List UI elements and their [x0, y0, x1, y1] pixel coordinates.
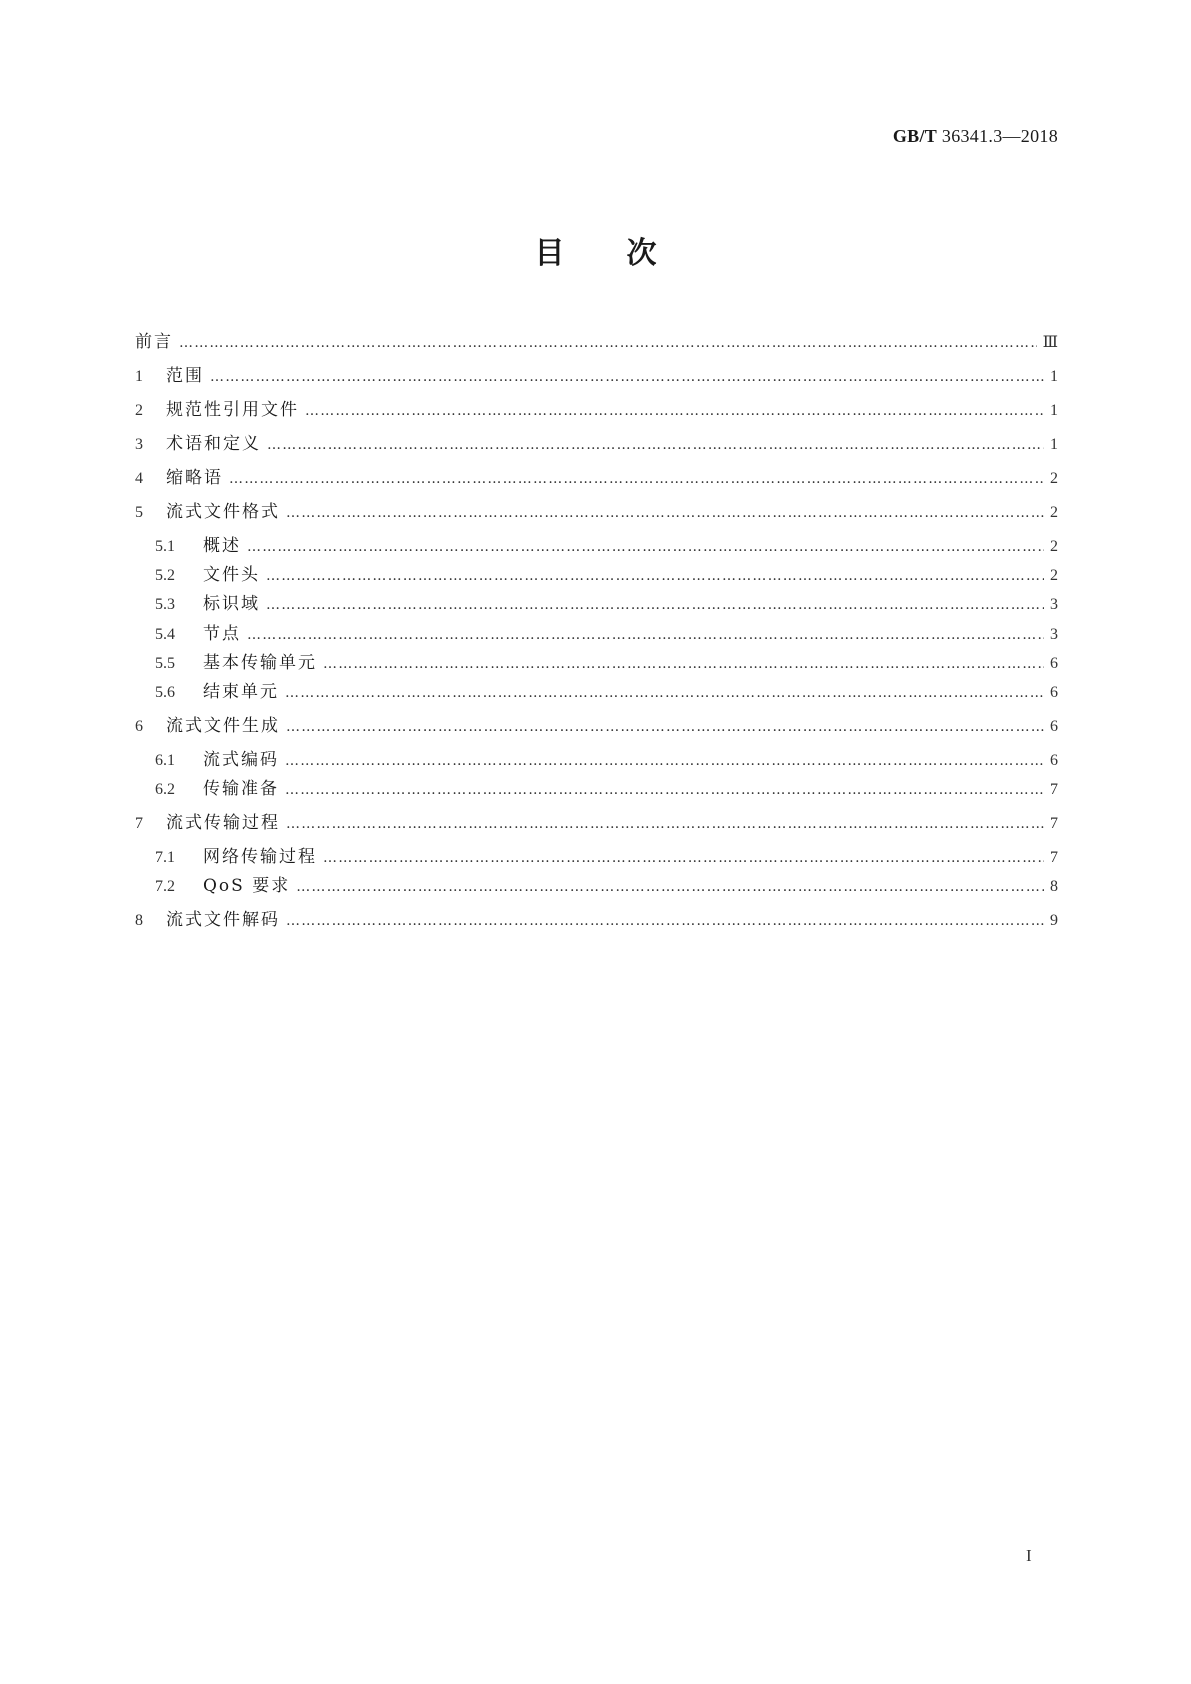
toc-entry-label: 概述 [203, 536, 241, 556]
toc-entry-number: 3 [135, 436, 143, 453]
toc-entry-number: 5.1 [155, 538, 175, 555]
toc-entry-number: 5.4 [155, 626, 175, 643]
toc-entry-label: 规范性引用文件 [166, 400, 299, 420]
toc-entry-page: 2 [1050, 567, 1058, 584]
toc-entry-label: 文件头 [203, 565, 260, 585]
toc-entry-5-5[interactable] [155, 652, 1058, 675]
toc-entry-7[interactable] [135, 812, 1058, 835]
toc-entry-number: 6.2 [155, 781, 175, 798]
toc-entry-number: 5.5 [155, 655, 175, 672]
toc-entry-6[interactable] [135, 715, 1058, 738]
toc-entry-label: 流式文件格式 [166, 502, 280, 522]
toc-entry-number: 8 [135, 912, 143, 929]
toc-entry-6-2[interactable] [155, 778, 1058, 801]
toc-entry-6-1[interactable] [155, 749, 1058, 772]
dot-leader [286, 910, 1044, 932]
toc-entry-page: 2 [1050, 470, 1058, 487]
page-number: I [1026, 1546, 1032, 1565]
toc-entry-5-6[interactable] [155, 681, 1058, 704]
toc-entry-label: 流式文件生成 [166, 716, 280, 736]
toc-entry-5-2[interactable] [155, 564, 1058, 587]
toc-entry-label: 标识域 [203, 594, 260, 614]
toc-entry-label: 缩略语 [166, 468, 223, 488]
dot-leader [286, 813, 1044, 835]
toc-entry-foreword[interactable] [135, 331, 1058, 354]
toc-entry-label: 结束单元 [203, 682, 279, 702]
toc-entry-5[interactable] [135, 501, 1058, 524]
toc-entry-7-1[interactable] [155, 846, 1058, 869]
dot-leader [229, 468, 1044, 490]
toc-entry-page: 7 [1050, 849, 1058, 866]
toc-entry-page: 2 [1050, 504, 1058, 521]
toc-entry-number: 5.6 [155, 684, 175, 701]
toc-entry-8[interactable] [135, 909, 1058, 932]
toc-entry-page: 3 [1050, 626, 1058, 643]
toc-entry-label: 基本传输单元 [203, 653, 317, 673]
toc-entry-page: 1 [1050, 402, 1058, 419]
toc-entry-number: 1 [135, 368, 143, 385]
toc-entry-label: QoS 要求 [203, 876, 291, 896]
toc-entry-page: 8 [1050, 878, 1058, 895]
toc-entry-5-4[interactable] [155, 623, 1058, 646]
dot-leader [179, 332, 1037, 354]
toc-entry-label: 术语和定义 [166, 434, 261, 454]
dot-leader [267, 434, 1044, 456]
standard-code [893, 126, 1058, 147]
dot-leader [305, 400, 1044, 422]
dot-leader [247, 536, 1044, 558]
toc-entry-number: 6 [135, 718, 143, 735]
toc-entry-label: 范围 [166, 366, 204, 386]
toc-entry-page: 7 [1050, 815, 1058, 832]
toc-entry-label: 节点 [203, 624, 241, 644]
toc-entry-page: 6 [1050, 655, 1058, 672]
dot-leader [210, 366, 1044, 388]
dot-leader [266, 565, 1044, 587]
toc-entry-page: 3 [1050, 596, 1058, 613]
toc-entry-page: 6 [1050, 684, 1058, 701]
dot-leader [286, 716, 1044, 738]
toc-entry-page: 1 [1050, 368, 1058, 385]
dot-leader [285, 750, 1044, 772]
toc-entry-page: 1 [1050, 436, 1058, 453]
toc-entry-2[interactable] [135, 399, 1058, 422]
toc-entry-1[interactable] [135, 365, 1058, 388]
toc-entry-number: 2 [135, 402, 143, 419]
toc-entry-4[interactable] [135, 467, 1058, 490]
dot-leader [266, 594, 1044, 616]
toc-entry-page: 6 [1050, 718, 1058, 735]
toc-entry-label: 流式传输过程 [166, 813, 280, 833]
toc-entry-page: 9 [1050, 912, 1058, 929]
toc-entry-number: 4 [135, 470, 143, 487]
toc-entry-number: 5.2 [155, 567, 175, 584]
toc-entry-page: 7 [1050, 781, 1058, 798]
toc-entry-label: 传输准备 [203, 779, 279, 799]
dot-leader [296, 876, 1044, 898]
standard-code-prefix: GB/T [892, 126, 938, 146]
toc-title: 目次 [534, 236, 719, 271]
toc-entry-5-1[interactable] [155, 535, 1058, 558]
toc-entry-number: 7.1 [155, 849, 175, 866]
dot-leader [285, 682, 1044, 704]
toc-entry-number: 5.3 [155, 596, 175, 613]
toc-entry-number: 6.1 [155, 752, 175, 769]
toc-entry-number: 7.2 [155, 878, 175, 895]
toc-entry-5-3[interactable] [155, 593, 1058, 616]
toc-entry-page: 2 [1050, 538, 1058, 555]
toc-entry-label: 网络传输过程 [203, 847, 317, 867]
toc-entry-label: 流式编码 [203, 750, 279, 770]
toc-entry-number: 7 [135, 815, 143, 832]
toc-entry-label: 前言 [135, 332, 173, 352]
dot-leader [247, 624, 1044, 646]
dot-leader [323, 847, 1044, 869]
toc-entry-page: 6 [1050, 752, 1058, 769]
toc-entry-label: 流式文件解码 [166, 910, 280, 930]
dot-leader [286, 502, 1044, 524]
toc-entry-page: Ⅲ [1042, 334, 1058, 351]
toc-entry-3[interactable] [135, 433, 1058, 456]
toc-entry-7-2[interactable] [155, 875, 1058, 898]
toc-entry-number: 5 [135, 504, 143, 521]
dot-leader [285, 779, 1044, 801]
dot-leader [323, 653, 1044, 675]
standard-code-number: 36341.3—2018 [937, 126, 1058, 146]
